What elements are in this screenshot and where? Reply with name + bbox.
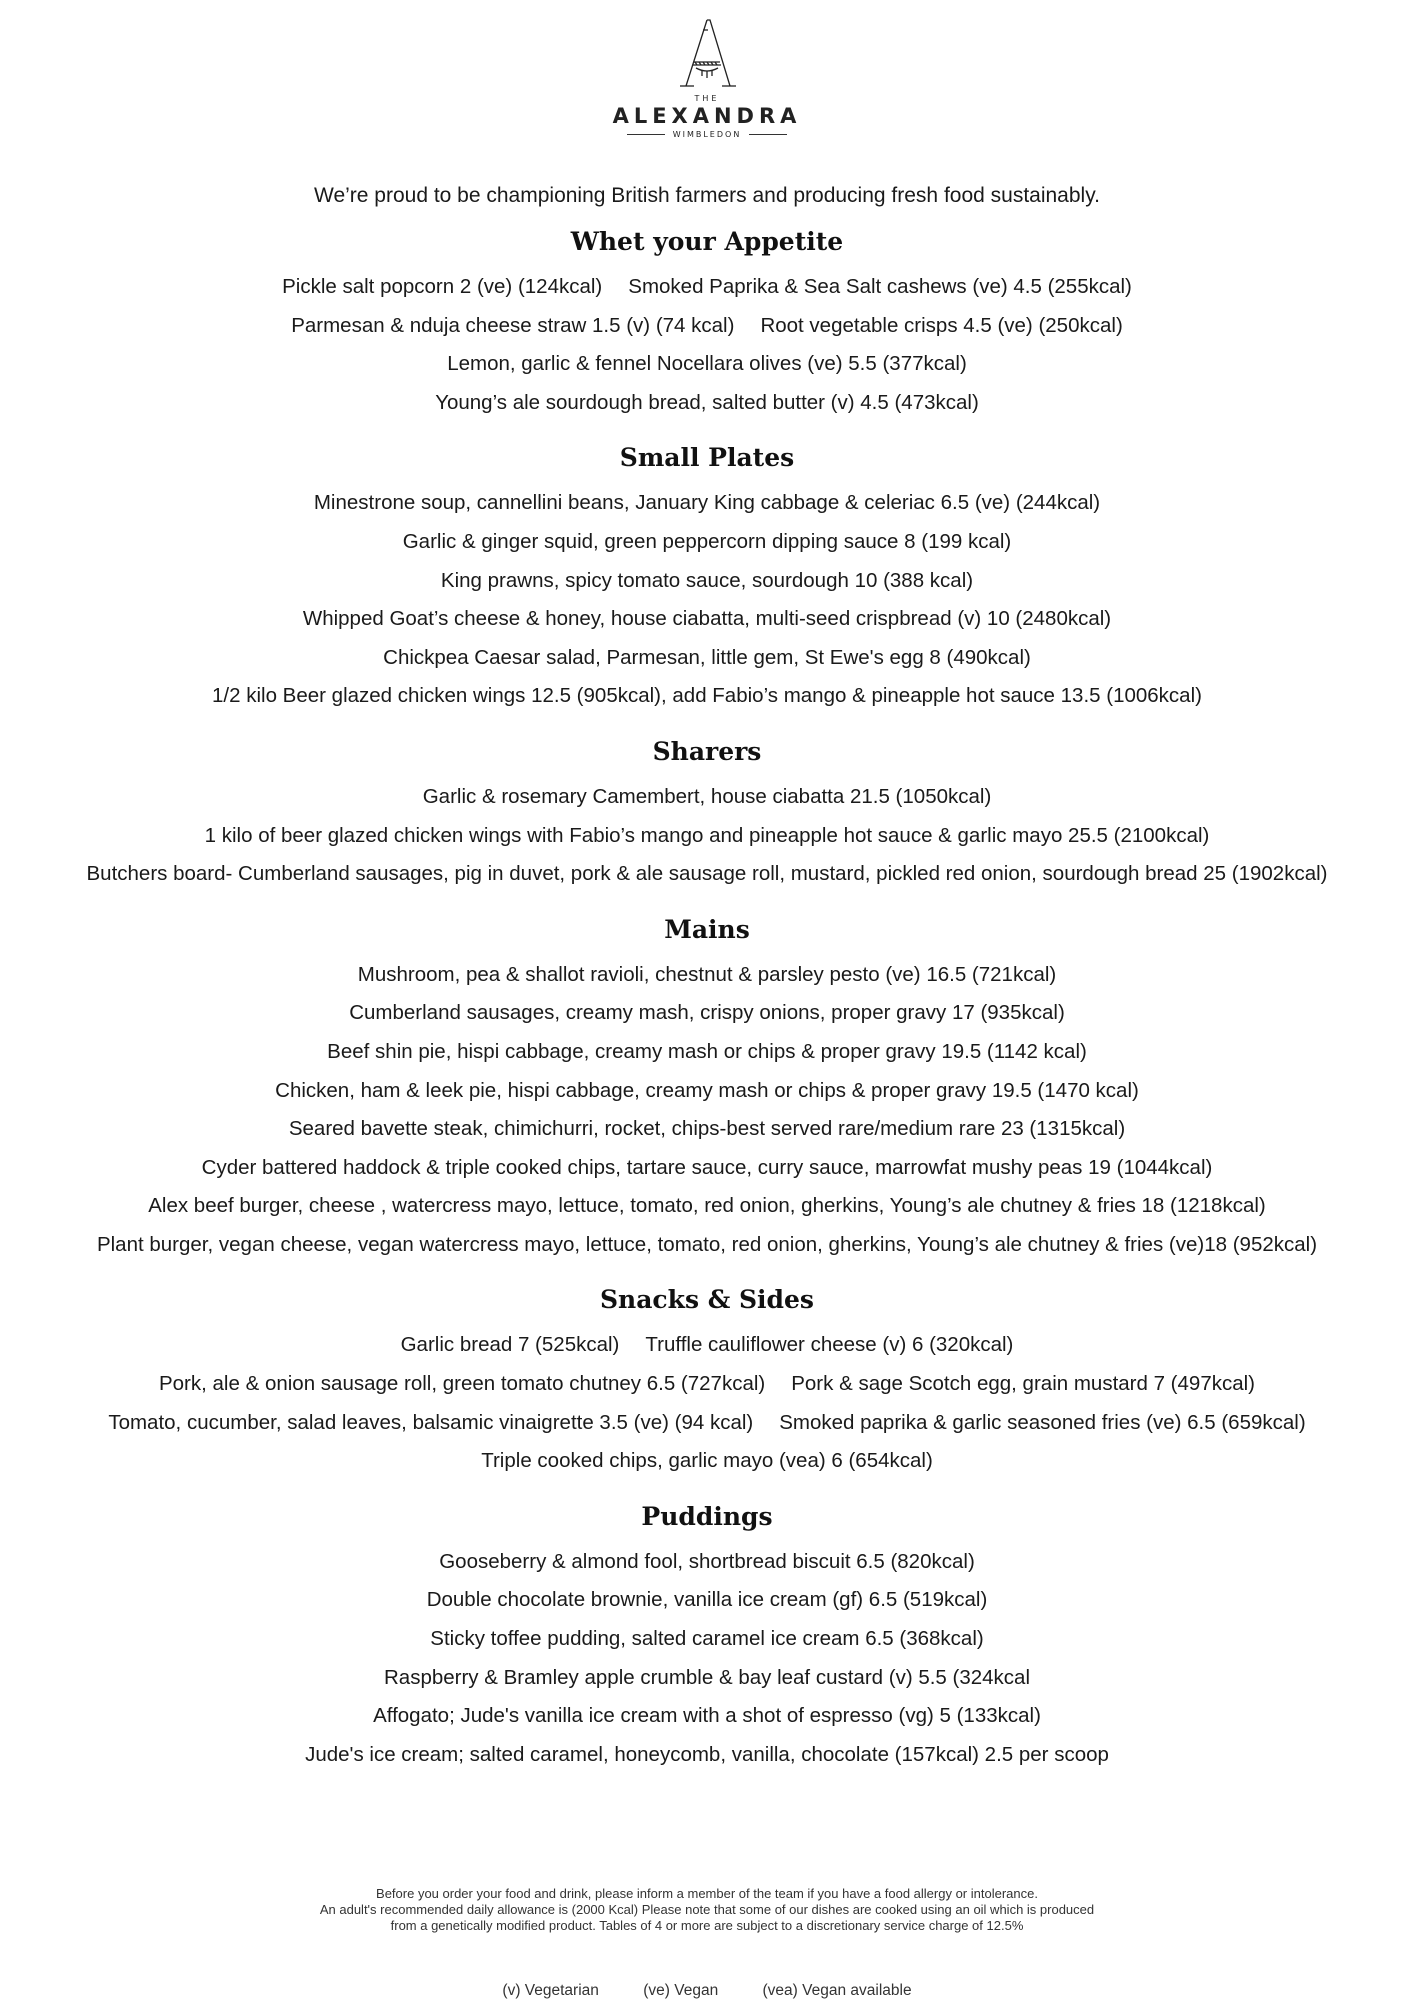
menu-line xyxy=(0,1072,1414,1111)
menu-item: Affogato; Jude's vanilla ice cream with a shot of espresso (vg) 5 (133kcal) xyxy=(373,1704,1041,1728)
dietary-legend xyxy=(0,1982,1414,2000)
menu-line xyxy=(0,817,1414,856)
menu-item: Garlic & rosemary Camembert, house ciabatta 21.5 (1050kcal) xyxy=(422,784,992,808)
menu-item: Pickle salt popcorn 2 (ve) (124kcal) xyxy=(282,275,603,298)
menu-section xyxy=(0,734,1414,894)
footnote-line: from a genetically modified product. Tables of 4 or more are subject to a discretionary service charge of 12.5% xyxy=(390,1918,1024,1933)
menu-line xyxy=(0,1543,1414,1582)
logo-name-text: ALEXANDRA xyxy=(612,104,802,128)
menu-line xyxy=(0,1226,1414,1265)
menu-line xyxy=(0,484,1414,523)
menu-line xyxy=(0,1697,1414,1736)
section-title: Small Plates xyxy=(619,443,795,473)
menu-item: Truffle cauliflower cheese (v) 6 (320kcal) xyxy=(645,1333,1014,1357)
menu-item: Mushroom, pea & shallot ravioli, chestnut & parsley pesto (ve) 16.5 (721kcal) xyxy=(357,962,1057,986)
menu-line xyxy=(0,1033,1414,1072)
section-title: Sharers xyxy=(652,736,762,766)
menu-line xyxy=(0,345,1414,384)
section-title: Whet your Appetite xyxy=(570,227,844,256)
menu-line xyxy=(0,1110,1414,1149)
menu-line xyxy=(0,1404,1414,1443)
menu-item: Triple cooked chips, garlic mayo (vea) 6 (654kcal) xyxy=(481,1449,933,1473)
section-title: Snacks & Sides xyxy=(599,1285,815,1315)
menu-item: Cumberland sausages, creamy mash, crispy onions, proper gravy 17 (935kcal) xyxy=(349,1001,1065,1025)
menu-line xyxy=(0,1736,1414,1775)
menu-item: Sticky toffee pudding, salted caramel ice cream 6.5 (368kcal) xyxy=(430,1627,984,1651)
menu-section xyxy=(0,224,1414,422)
menu-line xyxy=(0,1187,1414,1226)
menu-item: King prawns, spicy tomato sauce, sourdough 10 (388 kcal) xyxy=(440,568,974,592)
logo-location xyxy=(0,130,1414,139)
allergy-footnote xyxy=(0,1886,1414,1934)
legend-vegetarian: (v) Vegetarian xyxy=(502,1982,599,1999)
menu-item: Double chocolate brownie, vanilla ice cream (gf) 6.5 (519kcal) xyxy=(426,1588,988,1612)
menu-item: Chickpea Caesar salad, Parmesan, little gem, St Ewe's egg 8 (490kcal) xyxy=(383,645,1031,669)
letter-a-emblem-icon xyxy=(672,16,742,92)
tagline: We’re proud to be championing British farmers and producing fresh food sustainably. xyxy=(314,184,1100,207)
menu-item: Gooseberry & almond fool, shortbread biscuit 6.5 (820kcal) xyxy=(439,1549,975,1573)
menu-section xyxy=(0,440,1414,716)
menu-item: Cyder battered haddock & triple cooked chips, tartare sauce, curry sauce, marrowfat mushy peas 19 (1044kcal) xyxy=(201,1155,1213,1179)
legend-vegan: (ve) Vegan xyxy=(643,1982,719,1999)
menu-item: Whipped Goat’s cheese & honey, house ciabatta, multi-seed crispbread (v) 10 (2480kcal) xyxy=(302,607,1112,631)
menu-item: Pork, ale & onion sausage roll, green tomato chutney 6.5 (727kcal) xyxy=(158,1372,766,1396)
menu-line xyxy=(0,1659,1414,1698)
section-title: Mains xyxy=(664,914,750,944)
menu-item: Raspberry & Bramley apple crumble & bay leaf custard (v) 5.5 (324kcal xyxy=(383,1665,1031,1689)
menu-item: Garlic bread 7 (525kcal) xyxy=(400,1333,620,1357)
menu-item: Chicken, ham & leek pie, hispi cabbage, creamy mash or chips & proper gravy 19.5 (1470 kcal) xyxy=(275,1078,1139,1102)
menu-item: Beef shin pie, hispi cabbage, creamy mash or chips & proper gravy 19.5 (1142 kcal) xyxy=(327,1039,1087,1063)
menu-item: Seared bavette steak, chimichurri, rocket, chips-best served rare/medium rare 23 (1315kcal) xyxy=(288,1117,1126,1141)
menu-line xyxy=(0,268,1414,307)
menu-line xyxy=(0,600,1414,639)
menu-line xyxy=(0,523,1414,562)
menu-item: 1/2 kilo Beer glazed chicken wings 12.5 (905kcal), add Fabio’s mango & pineapple hot sauce 13.5 (1006kcal) xyxy=(212,684,1202,708)
section-title: Puddings xyxy=(641,1501,773,1531)
menu-item: Jude's ice cream; salted caramel, honeycomb, vanilla, chocolate (157kcal) 2.5 per scoop xyxy=(305,1742,1109,1766)
footnote-line: An adult's recommended daily allowance is (2000 Kcal) Please note that some of our dishes are cooked using an oil which is produced xyxy=(319,1902,1095,1917)
menu-sections xyxy=(0,224,1414,1774)
footnote-line: Before you order your food and drink, please inform a member of the team if you have a food allergy or intolerance. xyxy=(376,1886,1038,1901)
divider-line xyxy=(749,134,787,135)
menu-item: Butchers board- Cumberland sausages, pig in duvet, pork & ale sausage roll, mustard, pickled red onion, sourdough bread 25 (1902kcal) xyxy=(86,862,1328,886)
menu-line xyxy=(0,1326,1414,1365)
menu-line xyxy=(0,1149,1414,1188)
menu-section xyxy=(0,912,1414,1265)
brand-logo xyxy=(0,16,1414,139)
menu-line xyxy=(0,1581,1414,1620)
menu-item: Lemon, garlic & fennel Nocellara olives (ve) 5.5 (377kcal) xyxy=(447,352,967,376)
logo-location-text: WIMBLEDON xyxy=(672,130,742,139)
legend-vegan-available: (vea) Vegan available xyxy=(762,1982,912,1999)
menu-item: Tomato, cucumber, salad leaves, balsamic vinaigrette 3.5 (ve) (94 kcal) xyxy=(108,1410,754,1434)
menu-section xyxy=(0,1282,1414,1480)
menu-line xyxy=(0,1365,1414,1404)
menu-line xyxy=(0,639,1414,678)
logo-the-text: THE xyxy=(694,94,720,103)
menu-line xyxy=(0,677,1414,716)
menu-line xyxy=(0,994,1414,1033)
menu-item: Parmesan & nduja cheese straw 1.5 (v) (74 kcal) xyxy=(291,313,735,337)
menu-line xyxy=(0,384,1414,423)
menu-item: Alex beef burger, cheese , watercress mayo, lettuce, tomato, red onion, gherkins, Young’s ale chutney & fries 18 (1218kcal) xyxy=(148,1194,1266,1218)
menu-section xyxy=(0,1499,1414,1775)
menu-line xyxy=(0,956,1414,995)
menu-item: Young’s ale sourdough bread, salted butter (v) 4.5 (473kcal) xyxy=(435,390,979,414)
menu-item: Minestrone soup, cannellini beans, January King cabbage & celeriac 6.5 (ve) (244kcal) xyxy=(313,491,1101,515)
menu-item: Root vegetable crisps 4.5 (ve) (250kcal) xyxy=(760,313,1123,337)
menu-line xyxy=(0,307,1414,346)
menu-item: Garlic & ginger squid, green peppercorn dipping sauce 8 (199 kcal) xyxy=(402,529,1012,553)
divider-line xyxy=(627,134,665,135)
menu-content xyxy=(0,176,1414,1792)
menu-line xyxy=(0,1620,1414,1659)
menu-item: Pork & sage Scotch egg, grain mustard 7 (497kcal) xyxy=(791,1372,1255,1396)
menu-line xyxy=(0,1442,1414,1481)
menu-line xyxy=(0,855,1414,894)
menu-line xyxy=(0,778,1414,817)
menu-item: Smoked Paprika & Sea Salt cashews (ve) 4.5 (255kcal) xyxy=(628,275,1132,298)
menu-line xyxy=(0,562,1414,601)
menu-item: Smoked paprika & garlic seasoned fries (ve) 6.5 (659kcal) xyxy=(779,1410,1306,1434)
menu-item: 1 kilo of beer glazed chicken wings with Fabio’s mango and pineapple hot sauce & garlic mayo 25.5 (2100kcal) xyxy=(204,823,1210,847)
menu-item: Plant burger, vegan cheese, vegan watercress mayo, lettuce, tomato, red onion, gherkins, Young’s ale chutney & fries (ve)18 (952kcal) xyxy=(96,1232,1318,1256)
